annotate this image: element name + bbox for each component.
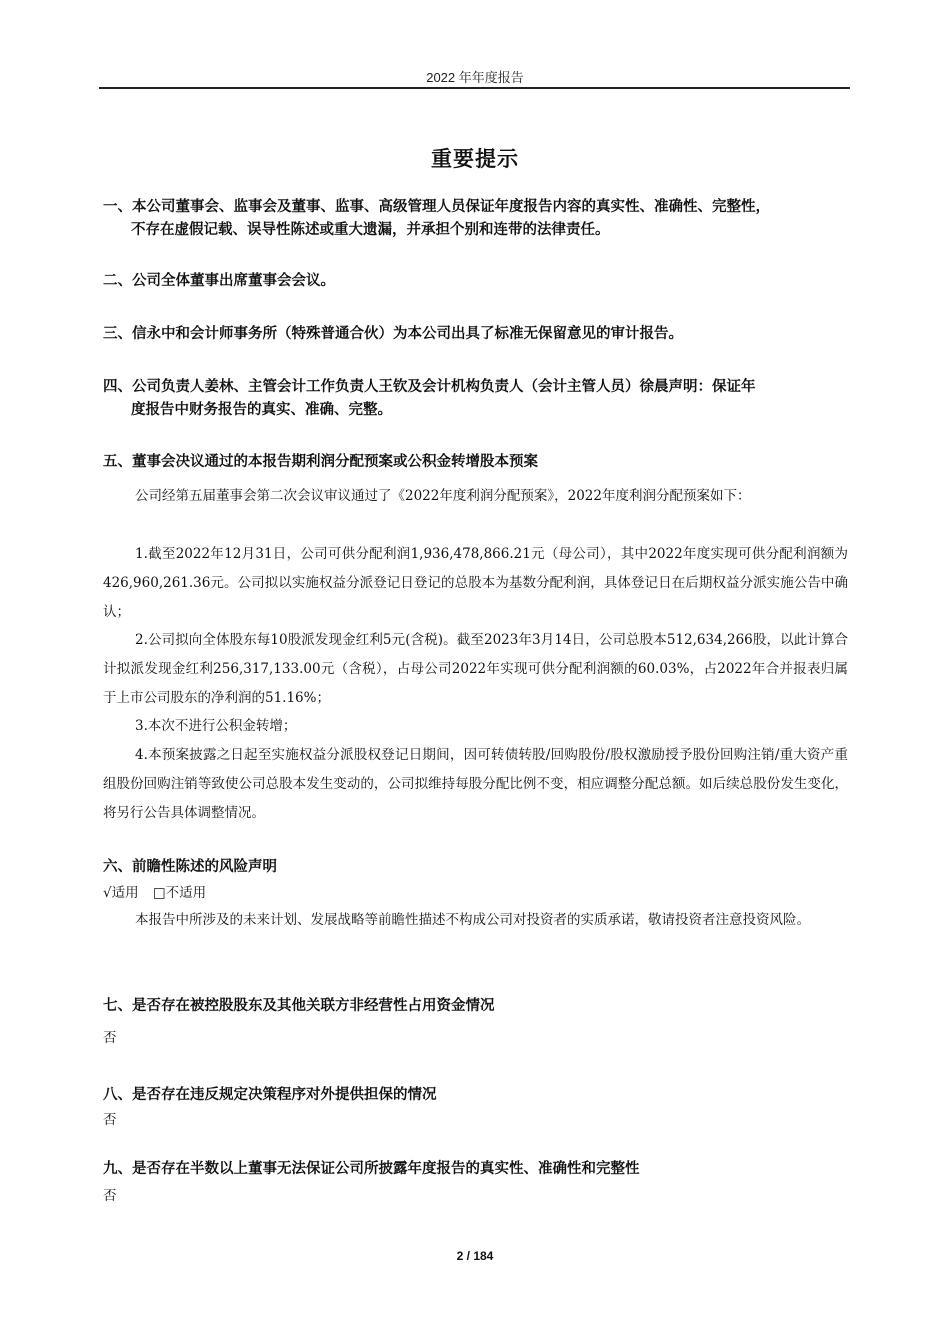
page-title: 重要提示 (431, 147, 519, 171)
section-3 (103, 323, 855, 346)
section-2-line-1: 二、公司全体董事出席董事会会议。 (103, 273, 335, 289)
applicable-label: 适用 (111, 885, 139, 901)
section-7-heading: 七、是否存在被控股股东及其他关联方非经营性占用资金情况 (103, 998, 495, 1014)
section-4 (103, 376, 855, 422)
applicability-options (103, 882, 206, 904)
section-7-answer: 否 (103, 1030, 117, 1046)
not-applicable-label: 不适用 (165, 885, 207, 901)
section-9-answer: 否 (103, 1188, 117, 1204)
section-9-heading: 九、是否存在半数以上董事无法保证公司所披露年度报告的真实性、准确性和完整性 (103, 1161, 640, 1177)
section-2 (103, 270, 855, 293)
applicable-checkbox[interactable]: √ (103, 885, 112, 901)
section-5-item-4: 4.本预案披露之日起至实施权益分派股权登记日期间，因可转债转股/回购股份/股权激励授予股份回购注销/重大资产重组股份回购注销等致使公司总股本发生变动的，公司拟维持每股分配比例不变，相应调整分配总额。如后续总股份发生变化，将另行公告具体调整情况。 (103, 747, 848, 821)
section-1 (103, 196, 855, 242)
section-3-line-1: 三、信永中和会计师事务所（特殊普通合伙）为本公司出具了标准无保留意见的审计报告。 (103, 326, 683, 342)
section-5-item-2: 2.公司拟向全体股东每10股派发现金红利5元(含税)。截至2023年3月14日，公司总股本512,634,266股，以此计算合计拟派发现金红利256,317,133.00元（含税），占母公司2022年实现可供分配利润额的60.03%，占2022年合并报表归属于上市公司股东的净利润的51.16%； (103, 632, 848, 706)
section-6-heading: 六、前瞻性陈述的风险声明 (103, 859, 277, 875)
section-1-line-2: 不存在虚假记载、误导性陈述或重大遗漏，并承担个别和连带的法律责任。 (131, 222, 610, 238)
section-4-line-1: 四、公司负责人姜林、主管会计工作负责人王钦及会计机构负责人（会计主管人员）徐晨声明：保证年 (103, 379, 756, 395)
section-4-line-2: 度报告中财务报告的真实、准确、完整。 (131, 402, 392, 418)
section-5-item-1: 1.截至2022年12月31日，公司可供分配利润1,936,478,866.21元（母公司），其中2022年度实现可供分配利润额为426,960,261.36元。公司拟以实施权益分派登记日登记的总股本为基数分配利润，具体登记日在后期权益分派实施公告中确认； (103, 546, 848, 620)
page-number: 2 / 184 (456, 1249, 494, 1263)
not-applicable-checkbox[interactable]: □ (152, 885, 166, 901)
running-header: 2022 年年度报告 (426, 70, 524, 85)
section-6-text: 本报告中所涉及的未来计划、发展战略等前瞻性描述不构成公司对投资者的实质承诺，敬请投资者注意投资风险。 (135, 912, 810, 928)
section-5-item-3: 3.本次不进行公积金转增； (135, 718, 297, 734)
section-5-heading: 五、董事会决议通过的本报告期利润分配预案或公积金转增股本预案 (103, 454, 538, 470)
section-1-line-1: 一、本公司董事会、监事会及董事、监事、高级管理人员保证年度报告内容的真实性、准确性、完整性， (103, 199, 770, 215)
section-8-heading: 八、是否存在违反规定决策程序对外提供担保的情况 (103, 1087, 437, 1103)
section-8-answer: 否 (103, 1112, 117, 1128)
header-divider (99, 87, 850, 89)
section-5-intro: 公司经第五届董事会第二次会议审议通过了《2022年度利润分配预案》，2022年度利润分配预案如下： (135, 488, 751, 504)
